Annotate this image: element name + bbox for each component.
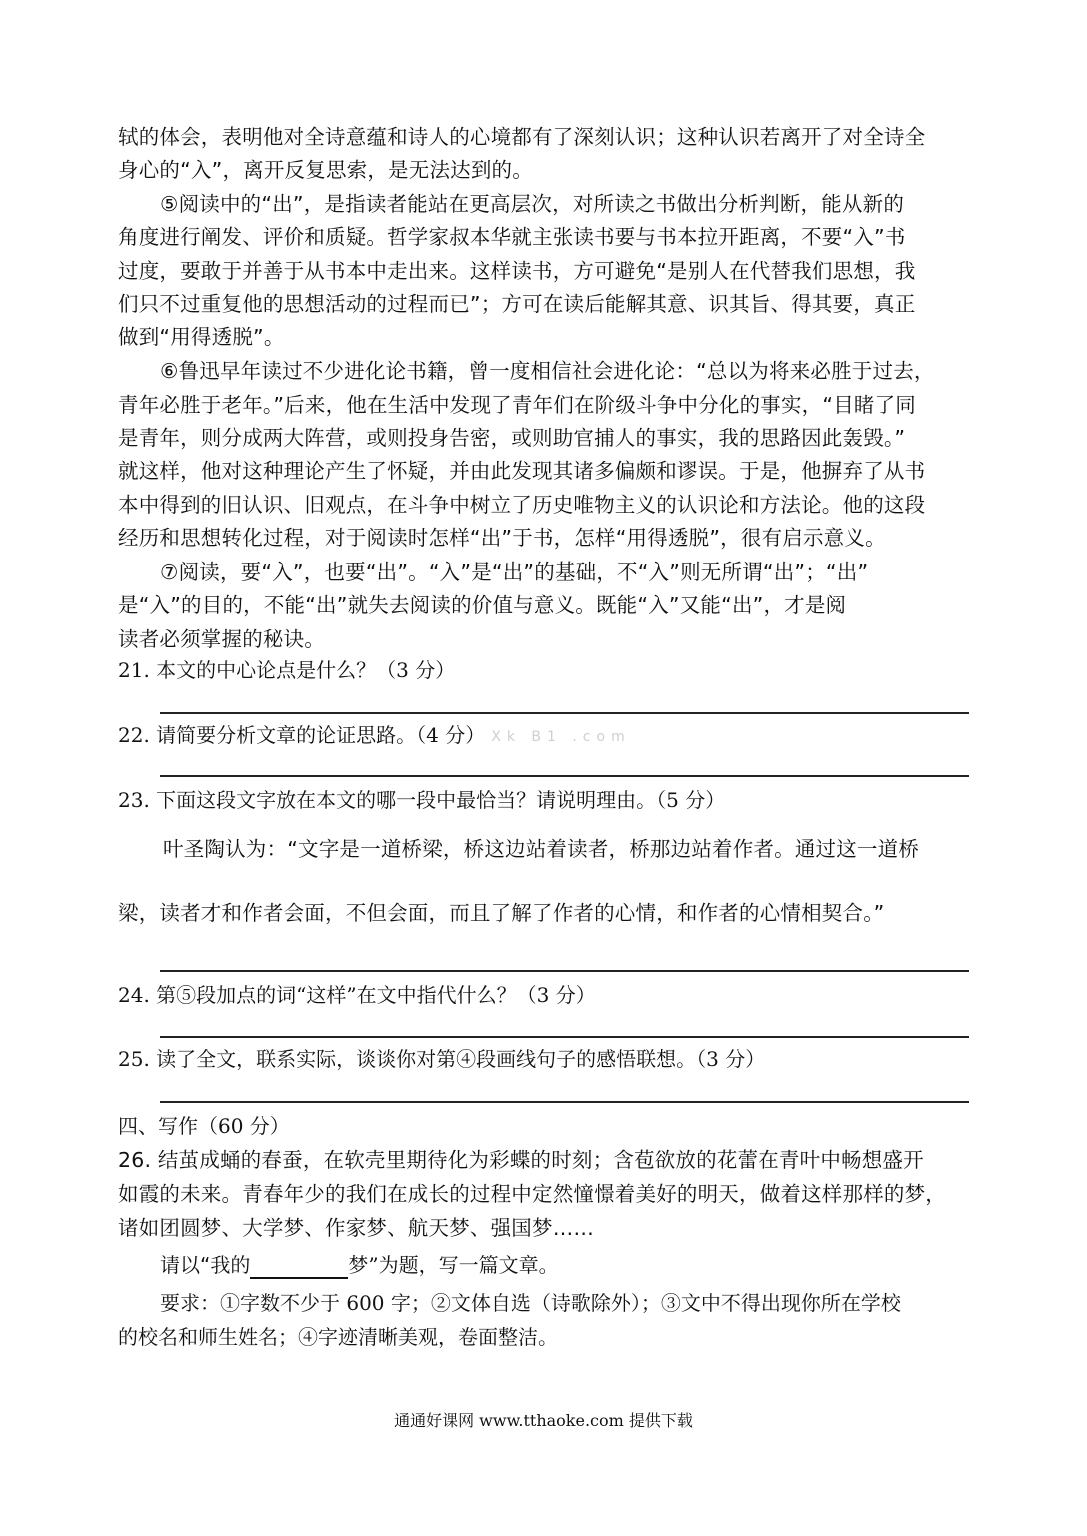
essay-title-blank[interactable] [250, 1257, 348, 1279]
essay-title-prefix: 请以“我的 [160, 1253, 251, 1277]
passage-paragraph-6-line-2: 青年必胜于老年。”后来，他在生活中发现了青年们在阶级斗争中分化的事实，“目睹了同 [118, 393, 916, 417]
passage-paragraph-5-line-5: 做到“用得透脱”。 [118, 325, 285, 349]
writing-section-title: 四、写作（60 分） [118, 1114, 290, 1138]
passage-paragraph-6-line-1: ⑥鲁迅早年读过不少进化论书籍，曾一度相信社会进化论：“总以为将来必胜于过去， [160, 359, 935, 383]
passage-paragraph-6-line-5: 本中得到的旧认识、旧观点，在斗争中树立了历史唯物主义的认识论和方法论。他的这段 [118, 493, 926, 517]
dotted-word-char-1: 这 [469, 259, 491, 283]
passage-paragraph-5-line-3-rest: 读书，方可避免“是别人在代替我们思想，我 [511, 259, 916, 283]
answer-line-22[interactable] [160, 775, 969, 777]
essay-requirements-line-1: 要求：①字数不少于 600 字；②文体自选（诗歌除外）；③文中不得出现你所在学校 [160, 1291, 901, 1315]
passage-paragraph-5-line-3 [118, 257, 973, 285]
question-22 [118, 721, 973, 751]
essay-title-suffix: 梦”为题，写一篇文章。 [348, 1253, 559, 1277]
passage-paragraph-7-line-3: 读者必须掌握的秘诀。 [118, 627, 325, 651]
answer-line-23[interactable] [160, 970, 969, 972]
passage-paragraph-7-line-2: 是“入”的目的，不能“出”就失去阅读的价值与意义。既能“入”又能“出”，才是阅 [118, 593, 847, 617]
passage-line-2: 身心的“入”，离开反复思索，是无法达到的。 [118, 158, 533, 182]
passage-paragraph-5-line-1: ⑤阅读中的“出”，是指读者能站在更高层次，对所读之书做出分析判断，能从新的 [160, 192, 905, 216]
essay-title-prompt [160, 1251, 973, 1279]
question-23-quote-line-2: 梁，读者才和作者会面，不但会面，而且了解了作者的心情，和作者的心情相契合。” [118, 901, 885, 925]
passage-paragraph-6-line-6: 经历和思想转化过程，对于阅读时怎样“出”于书，怎样“用得透脱”，很有启示意义。 [118, 526, 886, 550]
question-23-quote-line-1: 叶圣陶认为：“文字是一道桥梁，桥这边站着读者，桥那边站着作者。通过这一道桥 [163, 837, 920, 861]
question-26-line-2: 如霞的未来。青春年少的我们在成长的过程中定然憧憬着美好的明天，做着这样那样的梦， [118, 1182, 946, 1206]
question-22-text: 22. 请简要分析文章的论证思路。（4 分） [118, 723, 486, 747]
question-23: 23. 下面这段文字放在本文的哪一段中最恰当？请说明理由。（5 分） [118, 788, 726, 812]
passage-paragraph-7-line-1: ⑦阅读，要“入”，也要“出”。“入”是“出”的基础，不“入”则无所谓“出”；“出” [160, 560, 869, 584]
passage-paragraph-5-line-2: 角度进行阐发、评价和质疑。哲学家叔本华就主张读书要与书本拉开距离，不要“入”书 [118, 225, 906, 249]
answer-line-24[interactable] [160, 1036, 969, 1038]
passage-paragraph-6-line-3: 是青年，则分成两大阵营，或则投身告密，或则助官捕人的事实，我的思路因此轰毁。” [118, 426, 906, 450]
answer-line-21[interactable] [160, 712, 969, 714]
passage-paragraph-5-line-3-start: 过度，要敢于并善于从书本中走出来。 [118, 259, 470, 283]
answer-line-25[interactable] [160, 1101, 969, 1103]
watermark-text: Xk B1 .com [491, 728, 631, 745]
question-21: 21. 本文的中心论点是什么？（3 分） [118, 658, 456, 682]
passage-paragraph-5-line-4: 们只不过重复他的思想活动的过程而已”；方可在读后能解其意、识其旨、得其要，真正 [118, 292, 916, 316]
dotted-word-char-2: 样 [490, 259, 512, 283]
essay-requirements-line-2: 的校名和师生姓名；④字迹清晰美观，卷面整洁。 [118, 1325, 558, 1349]
question-24: 24. 第⑤段加点的词“这样”在文中指代什么？（3 分） [118, 983, 596, 1007]
passage-line-1: 轼的体会，表明他对全诗意蕴和诗人的心境都有了深刻认识；这种认识若离开了对全诗全 [118, 125, 926, 149]
footer-text: 通通好课网 www.tthaoke.com 提供下载 [394, 1411, 693, 1430]
passage-paragraph-6-line-4: 就这样，他对这种理论产生了怀疑，并由此发现其诸多偏颇和谬误。于是，他摒弃了从书 [118, 459, 926, 483]
question-26-line-3: 诸如团圆梦、大学梦、作家梦、航天梦、强国梦…… [118, 1216, 595, 1240]
question-26-line-1: 26. 结茧成蛹的春蚕，在软壳里期待化为彩蝶的时刻；含苞欲放的花蕾在青叶中畅想盛开 [118, 1148, 924, 1172]
question-25: 25. 读了全文，联系实际，谈谈你对第④段画线句子的感悟联想。（3 分） [118, 1047, 766, 1071]
